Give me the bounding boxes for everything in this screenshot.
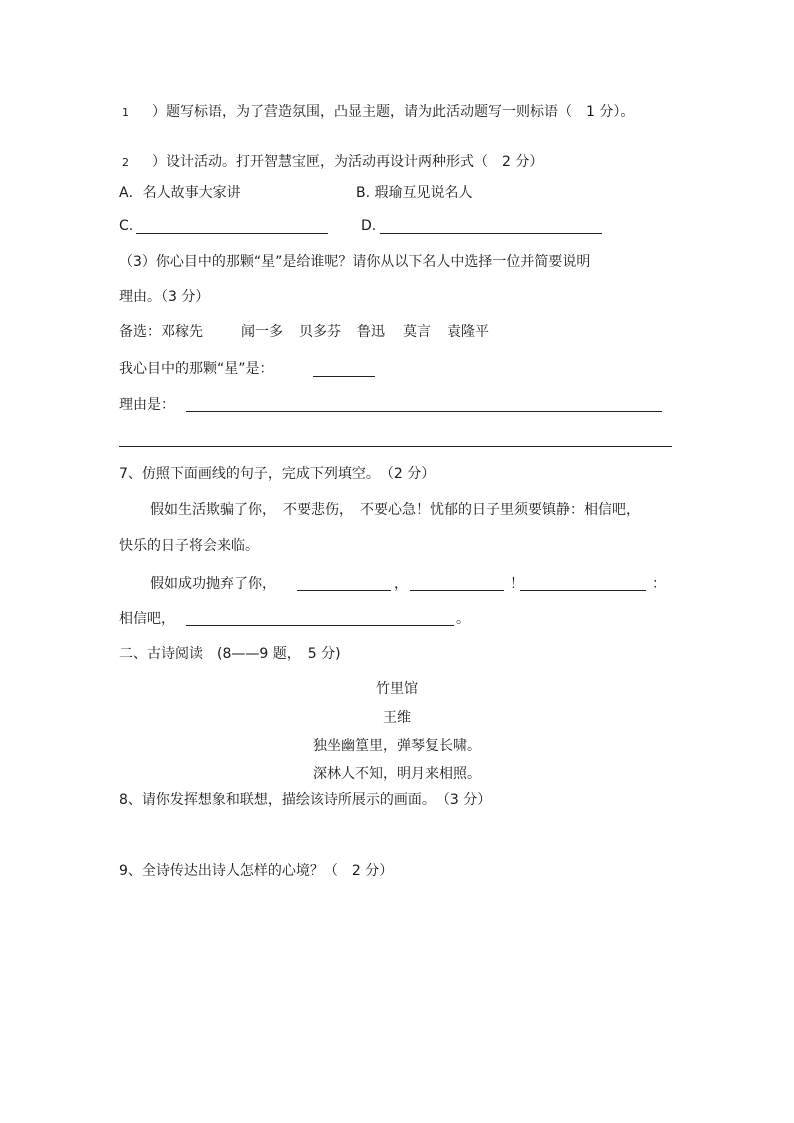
poem-line-1: 独坐幽篁里，弹琴复长啸。: [313, 738, 481, 754]
candidate-name: 闻一多: [241, 324, 283, 340]
question-8: 8、请你发挥想象和联想，描绘该诗所展示的画面。 （3 分）: [119, 792, 492, 808]
candidate-name: 莫言: [403, 324, 431, 340]
fill-blank-3[interactable]: [520, 590, 646, 591]
fill-believe: 相信吧，: [119, 611, 175, 627]
candidates-label: 备选：: [119, 324, 161, 340]
star-prompt: 我心目中的那颗“星”是：: [119, 361, 274, 377]
question-1: [122, 103, 634, 122]
poem-author: 王维: [383, 710, 411, 726]
question-7-fill-start: 假如成功抛弃了你，: [150, 576, 276, 592]
option-d: [361, 217, 376, 235]
fill-exclaim: ！: [510, 576, 524, 592]
section-2-heading: 二、古诗阅读 (8——9 题， 5 分): [119, 646, 341, 662]
fill-colon: ：: [652, 576, 666, 592]
candidate-name: 鲁迅: [357, 324, 385, 340]
question-3-line1: （3）你心目中的那颗“星”是给谁呢？请你从以下名人中选择一位并简要说明: [119, 254, 591, 270]
fill-period: 。: [456, 611, 470, 627]
candidate-name: 袁隆平: [447, 324, 489, 340]
question-7-prompt: 7、仿照下面画线的句子，完成下列填空。 （2 分）: [119, 466, 436, 482]
candidate-name: 邓稼先: [161, 324, 203, 340]
poem-line-2: 深林人不知，明月来相照。: [313, 766, 481, 782]
reason-blank-1[interactable]: [186, 411, 662, 412]
question-2-marker: 2: [122, 156, 129, 169]
fill-blank-4[interactable]: [186, 625, 454, 626]
question-9: 9、全诗传达出诗人怎样的心境？（ 2 分）: [119, 863, 394, 879]
option-d-label: D.: [361, 218, 377, 234]
fill-blank-1[interactable]: [297, 590, 391, 591]
fill-comma: ，: [394, 576, 408, 592]
option-c-blank[interactable]: [136, 233, 328, 234]
candidates-row: [119, 323, 489, 341]
option-a: A．名人故事大家讲: [119, 185, 241, 201]
candidate-name: 贝多芬: [299, 324, 341, 340]
question-2-text: ）设计活动。打开智慧宝匣，为活动再设计两种形式（ 2 分）: [152, 154, 544, 170]
fill-blank-2[interactable]: [410, 590, 504, 591]
question-7-example-2: 快乐的日子将会来临。: [119, 538, 259, 554]
option-c: [119, 217, 133, 235]
reason-blank-2[interactable]: [119, 446, 672, 447]
option-b: B. 瑕瑜互见说名人: [356, 185, 473, 201]
option-d-blank[interactable]: [380, 233, 602, 234]
question-1-marker: 1: [122, 106, 129, 119]
reason-prompt: 理由是：: [119, 397, 175, 413]
question-1-text: ）题写标语，为了营造氛围，凸显主题，请为此活动题写一则标语（ 1 分）。: [152, 104, 635, 120]
star-answer-blank[interactable]: [313, 376, 375, 377]
question-7-example-1: 假如生活欺骗了你， 不要悲伤， 不要心急！忧郁的日子里须要镇静：相信吧，: [150, 502, 640, 518]
poem-title: 竹里馆: [376, 681, 418, 697]
question-3-line2: 理由。（3 分）: [119, 289, 210, 305]
question-2: [122, 153, 543, 172]
option-c-label: C.: [119, 218, 134, 234]
